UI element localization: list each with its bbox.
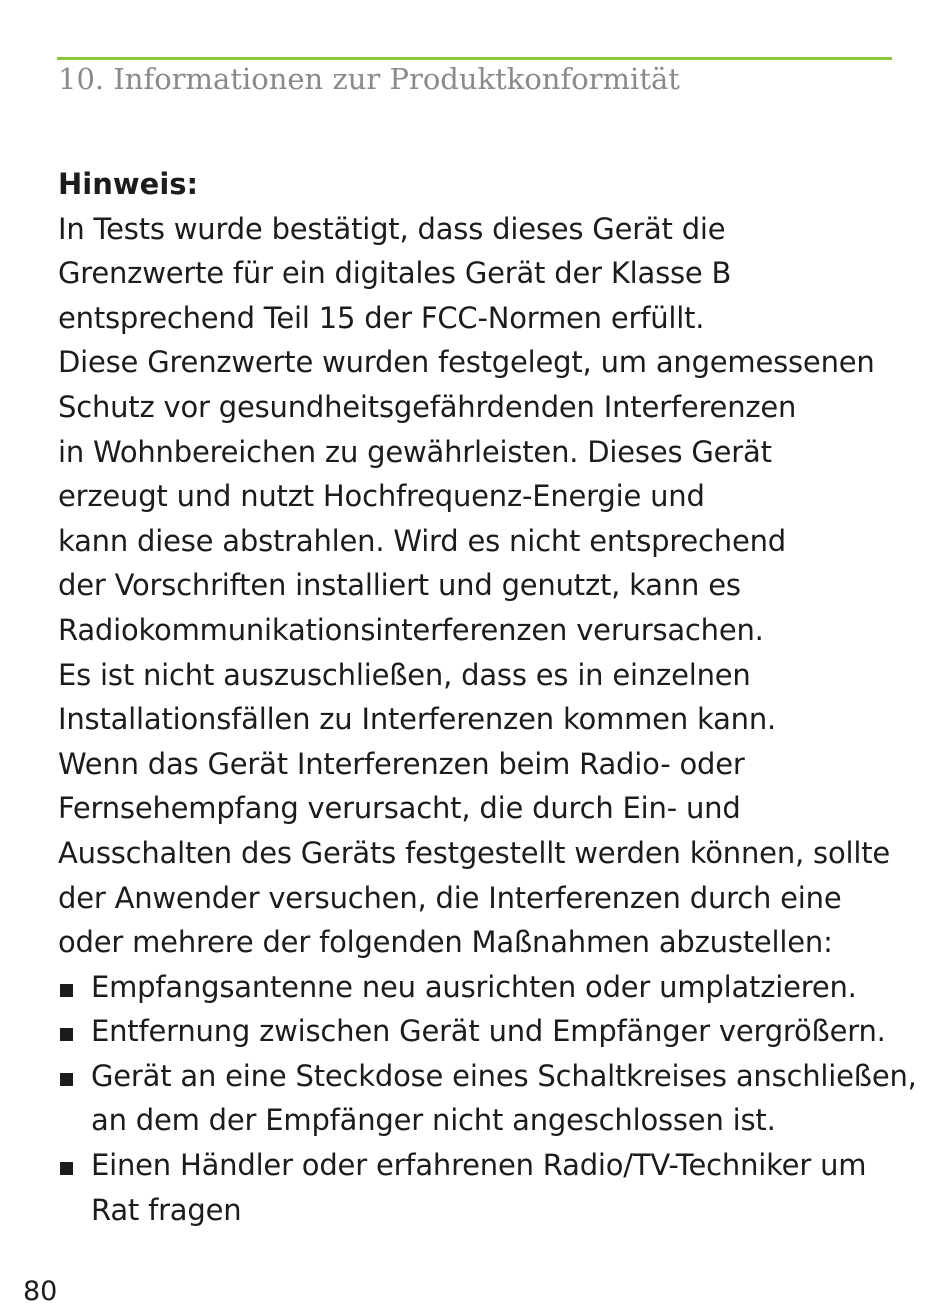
note-line: Grenzwerte für ein digitales Gerät der Klasse B bbox=[58, 256, 732, 291]
note-line: in Wohnbereichen zu gewährleisten. Dieses Gerät bbox=[58, 434, 772, 469]
note-line: Radiokommunikationsinterferenzen verursachen. bbox=[58, 612, 764, 647]
list-item-line: Gerät an eine Steckdose eines Schaltkreises anschließen, bbox=[91, 1058, 917, 1093]
note-line: Fernsehempfang verursacht, die durch Ein- und bbox=[58, 791, 741, 826]
note-line: kann diese abstrahlen. Wird es nicht entsprechend bbox=[58, 523, 787, 558]
note-heading: Hinweis: bbox=[58, 167, 199, 201]
square-bullet-icon bbox=[60, 1028, 73, 1041]
note-line: der Anwender versuchen, die Interferenzen durch eine bbox=[58, 880, 842, 915]
page-number: 80 bbox=[23, 1276, 58, 1307]
measures-list bbox=[58, 965, 928, 1233]
list-item bbox=[58, 965, 928, 1010]
header-rule bbox=[57, 57, 892, 60]
note-line: Ausschalten des Geräts festgestellt werden können, sollte bbox=[58, 835, 891, 870]
square-bullet-icon bbox=[60, 984, 73, 997]
list-item bbox=[58, 1009, 928, 1054]
note-line: In Tests wurde bestätigt, dass dieses Gerät die bbox=[58, 211, 726, 246]
note-line: der Vorschriften installiert und genutzt, kann es bbox=[58, 568, 741, 603]
note-line: erzeugt und nutzt Hochfrequenz-Energie und bbox=[58, 479, 705, 514]
note-line: oder mehrere der folgenden Maßnahmen abzustellen: bbox=[58, 925, 833, 960]
note-line: entsprechend Teil 15 der FCC-Normen erfüllt. bbox=[58, 300, 705, 335]
list-item-line: Rat fragen bbox=[91, 1192, 242, 1227]
note-section bbox=[58, 162, 928, 1232]
list-item-line: Einen Händler oder erfahrenen Radio/TV-Techniker um bbox=[91, 1148, 867, 1183]
note-line: Diese Grenzwerte wurden festgelegt, um angemessenen bbox=[58, 345, 875, 380]
list-item bbox=[58, 1054, 928, 1143]
note-line: Schutz vor gesundheitsgefährdenden Interferenzen bbox=[58, 389, 797, 424]
section-title: 10. Informationen zur Produktkonformität bbox=[58, 62, 680, 96]
list-item-line: Entfernung zwischen Gerät und Empfänger vergrößern. bbox=[91, 1014, 886, 1049]
square-bullet-icon bbox=[60, 1162, 73, 1175]
square-bullet-icon bbox=[60, 1073, 73, 1086]
note-line: Wenn das Gerät Interferenzen beim Radio- oder bbox=[58, 746, 745, 781]
note-line: Installationsfällen zu Interferenzen kommen kann. bbox=[58, 702, 777, 737]
list-item-line: an dem der Empfänger nicht angeschlossen ist. bbox=[91, 1103, 776, 1138]
list-item-line: Empfangsantenne neu ausrichten oder umplatzieren. bbox=[91, 969, 857, 1004]
note-line: Es ist nicht auszuschließen, dass es in einzelnen bbox=[58, 657, 751, 692]
list-item bbox=[58, 1143, 928, 1232]
